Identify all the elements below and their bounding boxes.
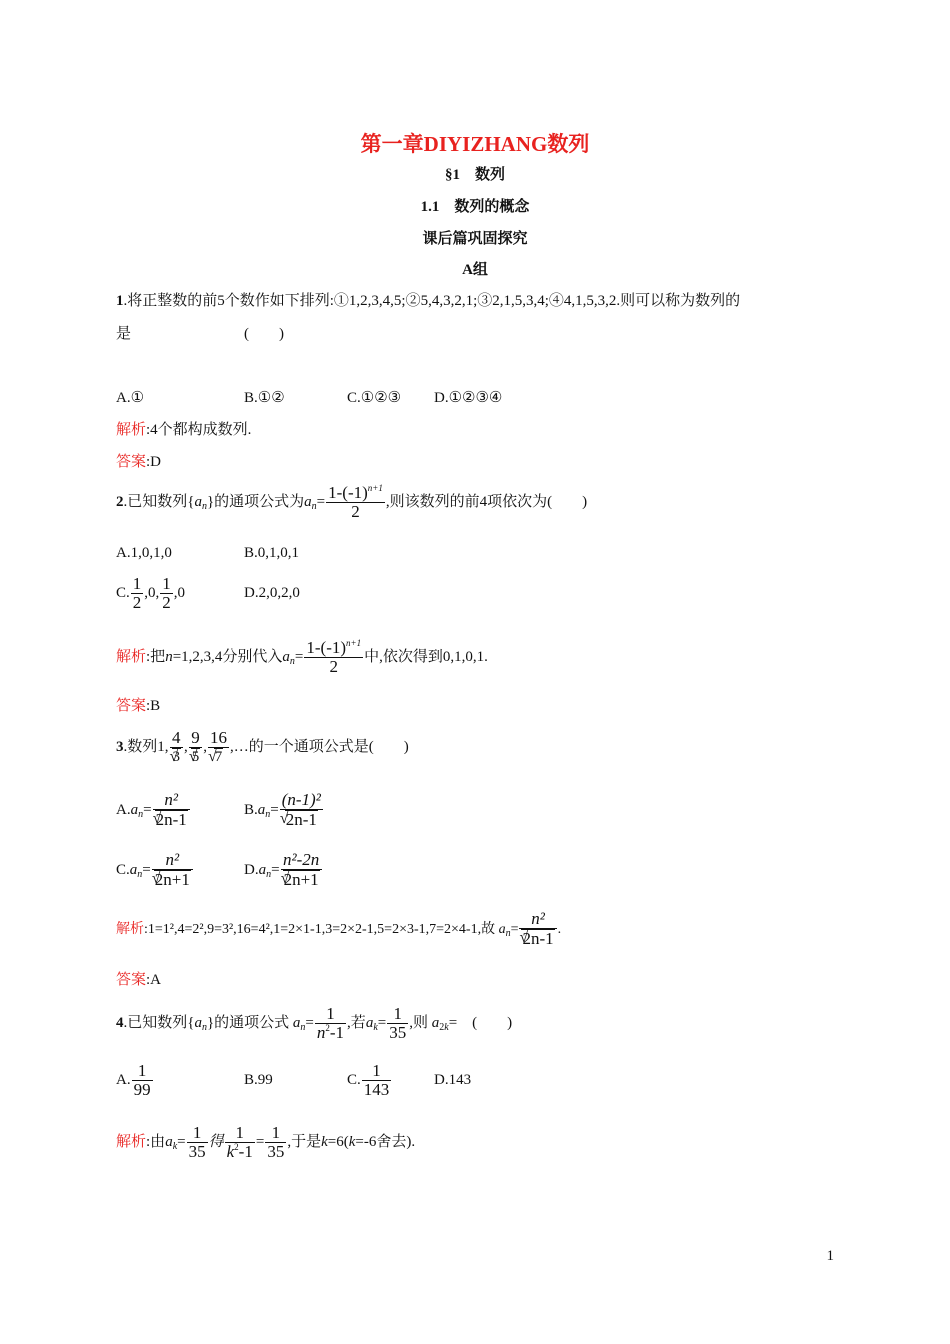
q2-formula <box>326 484 385 521</box>
answer-label: 答案 <box>116 972 147 988</box>
q2-answer-text: :B <box>146 698 161 714</box>
q3-answer-text: :A <box>146 972 162 988</box>
q3-c-num: n² <box>165 850 180 870</box>
q3-d-pre: D. <box>244 862 259 878</box>
q2-half-den: 2 <box>132 593 142 613</box>
q1-answer-blank: ( ) <box>244 326 284 342</box>
q3-option-c: $C.a_n=$ n² √ 2n+1 <box>116 848 194 892</box>
q3-answer <box>116 970 161 990</box>
q1-analysis-text: :4个都构成数列. <box>146 422 252 438</box>
q2-option-d: D.2,0,2,0 <box>244 585 300 601</box>
q2-analysis-c: 中,依次得到0,1,0,1. <box>364 649 488 665</box>
q4-a-pre: A. <box>116 1072 131 1088</box>
q4-option-c <box>347 1058 392 1102</box>
q4-option-a <box>116 1058 154 1102</box>
q4-an-f1-den: 35 <box>188 1142 206 1162</box>
q3-number: 3 <box>116 739 124 755</box>
q2-analysis: 解析:把n=1,2,3,4分别代入$a_n=$ $\frac{1-(-1)^{n+1}}{2}$ 中,依次得到0,1,0,1. <box>116 638 488 677</box>
q3-stem: 3.数列1, 4 √ 3 , 9 √ 5 , 16 √ 7 ,…的一个通项公式是( ) <box>116 725 409 769</box>
chapter-title: 第一章DIYIZHANG数列 <box>360 132 590 156</box>
q4-stem-a: .已知数列{ <box>123 1015 195 1031</box>
q3-d-num: n²-2n <box>282 850 320 870</box>
answer-label: 答案 <box>116 698 147 714</box>
q3-a-num: n² <box>164 790 178 810</box>
q2-stem: 2.已知数列$\{a_n\}$的通项公式为$a_n=$ $\frac{1-(-1)^{n+1}}{2}$ ,则该数列的前4项依次为( ) <box>116 483 588 522</box>
q2-number: 2 <box>116 494 124 510</box>
q1-number: 1 <box>116 293 124 309</box>
q4-a-den: 99 <box>133 1080 151 1100</box>
q4-an-f3-den: 35 <box>267 1142 285 1162</box>
q4-analysis-d: =6( <box>327 1134 349 1150</box>
q3-c-rad: 2n+1 <box>154 870 190 890</box>
q3-term3-num: 16 <box>210 728 228 748</box>
q1-stem-text-2: 是 <box>116 326 132 342</box>
q3-term3-rad: 7 <box>214 749 223 766</box>
q3-d-rad: 2n+1 <box>283 870 319 890</box>
q1-option-a: A.① <box>116 390 145 406</box>
q2-stem-text-a: .已知数列{ <box>123 494 195 510</box>
q4-c-num: 1 <box>362 1062 392 1081</box>
q4-an-f1-num: 1 <box>187 1124 208 1143</box>
q3-term1-num: 4 <box>170 729 184 748</box>
q3-option-a: $A.a_n=$ n² √ 2n-1 <box>116 788 191 832</box>
practice-title: 课后篇巩固探究 <box>422 231 528 247</box>
q4-f-num: 1 <box>315 1005 346 1024</box>
q4-stem-c: ,若 <box>347 1015 366 1031</box>
q4-analysis-b: 得 <box>208 1134 224 1150</box>
q4-c-den: 143 <box>363 1080 390 1100</box>
q1-analysis <box>116 420 251 440</box>
q3-b-num: (n-1)² <box>281 790 321 810</box>
analysis-label: 解析 <box>116 1134 147 1150</box>
answer-label: 答案 <box>116 454 147 470</box>
q3-stem-text-b: ,…的一个通项公式是( ) <box>230 739 409 755</box>
q2-af-exp: n+1 <box>346 638 362 649</box>
q4-analysis: 解析:由$a_k=$ $\frac{1}{35}$ 得 $\frac{1}{k^2-1}$ = $\frac{1}{35}$ ,于是k=6(k=-6舍去). <box>116 1123 416 1162</box>
q3-b-pre: B. <box>244 802 258 818</box>
q4-an-f3-num: 1 <box>265 1124 286 1143</box>
q3-term2-num: 9 <box>189 729 203 748</box>
analysis-label: 解析 <box>116 422 147 438</box>
q1-stem-line2 <box>116 324 131 344</box>
q2-stem-text-c: ,则该数列的前4项依次为( ) <box>385 494 588 510</box>
q4-number: 4 <box>116 1015 124 1031</box>
q3-c-pre: C. <box>116 862 130 878</box>
q2-formula-exp: n+1 <box>367 483 383 494</box>
q4-stem-b: }的通项公式 <box>206 1015 290 1031</box>
group-title: A组 <box>462 262 488 278</box>
q2-af-den: 2 <box>329 657 338 677</box>
q4-analysis-c: ,于是 <box>287 1134 322 1150</box>
q4-option-b: B.99 <box>244 1072 273 1088</box>
q4-a-num: 1 <box>132 1062 153 1081</box>
q4-analysis-a: :由 <box>146 1134 166 1150</box>
q3-a-rad: 2n-1 <box>155 810 187 830</box>
q3-an-rad: 2n-1 <box>522 928 554 948</box>
q3-a-pre: A. <box>116 802 131 818</box>
q2-answer <box>116 696 160 716</box>
q3-term2-rad: 5 <box>191 749 200 766</box>
q4-stem: 4.已知数列$\{a_n\}$的通项公式 $a_n=$ $\frac{1}{n^2-1}$ ,若$a_k=$ $\frac{1}{35}$ ,则 $a_{2k}=$ ( ) <box>116 1004 513 1043</box>
q2-half-den-2: 2 <box>162 593 171 613</box>
q4-f2-num: 1 <box>387 1005 408 1024</box>
q2-option-c: C. $\frac{1}{2}$ ,0, $\frac{1}{2}$ ,0 <box>116 574 186 613</box>
page-number: 1 <box>826 1248 834 1264</box>
q1-stem <box>116 291 740 311</box>
q3-analysis-text: :1=1²,4=2²,9=3²,16=4²,1=2×1-1,3=2×2-1,5=2×3-1,7=2×4-1,故 <box>144 922 496 937</box>
q1-stem-text: .将正整数的前5个数作如下排列:①1,2,3,4,5;②5,4,3,2,1;③2,1,5,3,4;④4,1,5,3,2.则可以称为数列的 <box>123 293 741 309</box>
q4-analysis-e: =-6舍去). <box>355 1134 416 1150</box>
q1-option-b: B.①② <box>244 390 285 406</box>
q1-answer <box>116 452 161 472</box>
analysis-label: 解析 <box>116 649 147 665</box>
q2-option-b: B.0,1,0,1 <box>244 545 300 561</box>
q2-half-num: 1 <box>132 574 142 594</box>
q3-analysis: 解析:1=1²,4=2²,9=3²,16=4²,1=2×1-1,3=2×2-1,5=2×3-1,7=2×4-1,故 $a_n=$ n² √ 2n-1 . <box>116 908 561 952</box>
q3-stem-text-a: .数列1, <box>123 739 169 755</box>
q3-b-rad: 2n-1 <box>285 810 317 830</box>
analysis-label: 解析 <box>116 922 144 937</box>
q2-analysis-b: =1,2,3,4分别代入 <box>172 649 283 665</box>
q4-f2-den: 35 <box>389 1023 407 1043</box>
q4-an-f2-num: 1 <box>225 1124 255 1143</box>
q4-option-d: D.143 <box>434 1072 472 1088</box>
subsection-title: 1.1 数列的概念 <box>420 199 530 215</box>
q4-c-pre: C. <box>347 1072 361 1088</box>
q2-half-num-2: 1 <box>162 574 171 594</box>
q1-option-d: D.①②③④ <box>434 390 503 406</box>
q2-af-num: 1-(-1) <box>306 638 347 658</box>
q2-analysis-formula <box>304 639 363 676</box>
q3-option-b: $B.a_n=$ (n-1)² √ 2n-1 <box>244 788 324 832</box>
q3-option-d: $D.a_n=$ n²-2n √ 2n+1 <box>244 848 323 892</box>
q2-formula-den: 2 <box>351 502 360 522</box>
q4-answer-blank: ( ) <box>472 1015 513 1031</box>
section-title: §1 数列 <box>444 167 505 183</box>
q3-an-num: n² <box>531 908 545 928</box>
q4-stem-d: ,则 <box>409 1015 428 1031</box>
q1-answer-text: :D <box>146 454 162 470</box>
q2-option-c-prefix: C. <box>116 585 130 601</box>
q3-term1-rad: 3 <box>172 749 181 766</box>
q2-analysis-a: :把 <box>146 649 166 665</box>
q1-option-c: C.①②③ <box>347 390 402 406</box>
q2-stem-text-b: }的通项公式为 <box>206 494 305 510</box>
q2-option-a: A.1,0,1,0 <box>116 545 172 561</box>
q2-formula-num: 1-(-1) <box>328 483 368 503</box>
